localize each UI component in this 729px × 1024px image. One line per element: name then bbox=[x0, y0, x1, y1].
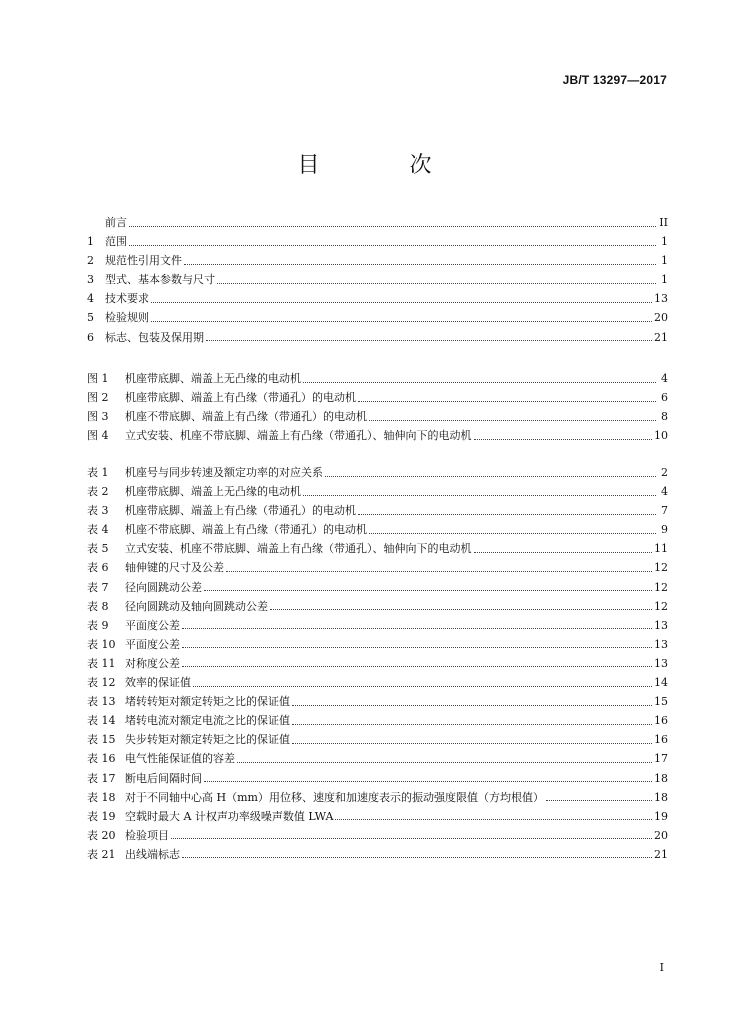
toc-table-entry[interactable] bbox=[87, 654, 668, 673]
toc-entry-page: 4 bbox=[661, 485, 668, 499]
dot-leader bbox=[184, 256, 656, 266]
toc-entry-title: 机座不带底脚、端盖上有凸缘（带通孔）的电动机 bbox=[125, 410, 367, 424]
toc-entry-title: 机座带底脚、端盖上有凸缘（带通孔）的电动机 bbox=[125, 391, 356, 405]
toc-entry-page: 11 bbox=[654, 542, 668, 556]
toc-section-entry[interactable] bbox=[87, 328, 668, 347]
toc-figure-entry[interactable] bbox=[87, 407, 668, 426]
toc-entry-number: 2 bbox=[87, 254, 94, 268]
toc-entry-page: 1 bbox=[661, 254, 668, 268]
dot-leader bbox=[474, 431, 653, 441]
toc-entry-title: 空载时最大 A 计权声功率级噪声数值 LWA bbox=[125, 809, 334, 823]
toc-entry-page: II bbox=[659, 216, 668, 229]
toc-entry-page: 2 bbox=[661, 466, 668, 479]
toc-entry-page: 20 bbox=[654, 828, 668, 842]
dot-leader bbox=[206, 332, 652, 342]
toc-entry-title: 电气性能保证值的容差 bbox=[125, 752, 235, 766]
toc-table-entry[interactable] bbox=[87, 845, 668, 864]
toc-entry-page: 9 bbox=[661, 523, 668, 537]
toc-entry-title: 径向圆跳动及轴向圆跳动公差 bbox=[125, 599, 268, 613]
dot-leader bbox=[182, 620, 652, 630]
toc-entry-title: 范围 bbox=[105, 235, 127, 249]
toc-table-entry[interactable] bbox=[87, 501, 668, 520]
toc-table-entry[interactable] bbox=[87, 807, 668, 826]
toc-entry-page: 18 bbox=[654, 790, 668, 804]
dot-leader bbox=[292, 716, 652, 726]
toc-entry-number: 图 1 bbox=[87, 372, 109, 385]
toc-table-entry[interactable] bbox=[87, 597, 668, 616]
toc-entry-number: 1 bbox=[87, 235, 94, 249]
dot-leader bbox=[226, 563, 652, 573]
toc-entry-page: 15 bbox=[654, 695, 668, 709]
toc-section-entry[interactable] bbox=[87, 308, 668, 327]
toc-entry-page: 13 bbox=[654, 618, 668, 632]
toc-figure-entry[interactable] bbox=[87, 388, 668, 407]
toc-entry-page: 1 bbox=[661, 235, 668, 249]
toc-table-entry[interactable] bbox=[87, 578, 668, 597]
dot-leader bbox=[335, 811, 652, 821]
toc-entry-number: 表 16 bbox=[87, 752, 116, 766]
dot-leader bbox=[358, 393, 656, 403]
dot-leader bbox=[546, 792, 652, 802]
toc-table-entry[interactable] bbox=[87, 692, 668, 711]
toc-entry-page: 16 bbox=[654, 714, 668, 728]
toc-entry-page: 12 bbox=[654, 580, 668, 594]
toc-table-entry[interactable] bbox=[87, 673, 668, 692]
dot-leader bbox=[325, 468, 656, 478]
toc-section-entry[interactable] bbox=[87, 213, 668, 232]
dot-leader bbox=[270, 601, 652, 611]
toc-entry-number: 表 13 bbox=[87, 695, 116, 709]
toc-entry-number: 表 3 bbox=[87, 504, 109, 518]
dot-leader bbox=[182, 658, 652, 668]
toc-entry-page: 4 bbox=[661, 372, 668, 385]
toc-entry-title: 轴伸键的尺寸及公差 bbox=[125, 561, 224, 575]
toc-entry-title: 效率的保证值 bbox=[125, 676, 191, 690]
toc-entry-title: 检验项目 bbox=[125, 828, 169, 842]
toc-entry-title: 立式安装、机座不带底脚、端盖上有凸缘（带通孔）、轴伸向下的电动机 bbox=[125, 429, 472, 443]
dot-leader bbox=[217, 275, 656, 285]
toc-entry-number: 表 7 bbox=[87, 580, 109, 594]
toc-table-entry[interactable] bbox=[87, 788, 668, 807]
toc-entry-number: 表 1 bbox=[87, 466, 109, 479]
toc-entry-number: 表 8 bbox=[87, 599, 109, 613]
dot-leader bbox=[369, 412, 656, 422]
toc-figure-entry[interactable] bbox=[87, 426, 668, 445]
toc-entry-page: 17 bbox=[654, 752, 668, 766]
toc-figures bbox=[87, 369, 668, 445]
toc-entry-number: 5 bbox=[87, 311, 94, 325]
toc-entry-number: 图 4 bbox=[87, 429, 109, 443]
toc-entry-title: 平面度公差 bbox=[125, 618, 180, 632]
dot-leader bbox=[193, 678, 652, 688]
toc-entry-number: 表 9 bbox=[87, 618, 109, 632]
dot-leader bbox=[474, 544, 653, 554]
toc-section-entry[interactable] bbox=[87, 251, 668, 270]
page-number: I bbox=[659, 961, 664, 974]
dot-leader bbox=[204, 773, 652, 783]
toc-table-entry[interactable] bbox=[87, 463, 668, 482]
dot-leader bbox=[303, 487, 656, 497]
toc-entry-number: 表 19 bbox=[87, 809, 116, 823]
toc-entry-title: 技术要求 bbox=[105, 292, 149, 306]
toc-entry-page: 19 bbox=[654, 809, 668, 823]
toc-entry-number: 表 11 bbox=[87, 656, 116, 670]
toc-entry-page: 13 bbox=[654, 637, 668, 651]
toc-entry-title: 机座号与同步转速及额定功率的对应关系 bbox=[125, 466, 323, 479]
toc-entry-page: 16 bbox=[654, 733, 668, 747]
toc-table-entry[interactable] bbox=[87, 769, 668, 788]
toc-entry-title: 失步转矩对额定转矩之比的保证值 bbox=[125, 733, 290, 747]
toc-entry-title: 断电后间隔时间 bbox=[125, 771, 202, 785]
toc-entry-title: 规范性引用文件 bbox=[105, 254, 182, 268]
toc-entry-number: 表 6 bbox=[87, 561, 109, 575]
toc-entry-page: 12 bbox=[654, 599, 668, 613]
toc-entry-title: 对于不同轴中心高 H（mm）用位移、速度和加速度表示的振动强度限值（方均根值） bbox=[125, 790, 544, 804]
toc-entry-number: 表 14 bbox=[87, 714, 116, 728]
toc-entry-title: 机座带底脚、端盖上无凸缘的电动机 bbox=[125, 372, 301, 385]
toc-table-entry[interactable] bbox=[87, 711, 668, 730]
toc-entry-title: 标志、包装及保用期 bbox=[105, 330, 204, 344]
page-title: 目 次 bbox=[297, 153, 466, 178]
toc-entry-page: 6 bbox=[661, 391, 668, 405]
dot-leader bbox=[369, 525, 656, 535]
toc-entry-title: 堵转转矩对额定转矩之比的保证值 bbox=[125, 695, 290, 709]
toc-entry-title: 径向圆跳动公差 bbox=[125, 580, 202, 594]
toc-table-entry[interactable] bbox=[87, 482, 668, 501]
toc-entry-page: 10 bbox=[654, 429, 668, 443]
dot-leader bbox=[292, 697, 652, 707]
toc-entry-title: 检验规则 bbox=[105, 311, 149, 325]
toc-entry-title: 型式、基本参数与尺寸 bbox=[105, 273, 215, 287]
toc-section-entry[interactable] bbox=[87, 289, 668, 308]
dot-leader bbox=[171, 830, 652, 840]
toc-table-entry[interactable] bbox=[87, 539, 668, 558]
dot-leader bbox=[182, 639, 652, 649]
toc-entry-page: 13 bbox=[654, 656, 668, 670]
toc-entry-title: 机座带底脚、端盖上无凸缘的电动机 bbox=[125, 485, 301, 499]
toc-entry-page: 8 bbox=[661, 410, 668, 424]
dot-leader bbox=[237, 754, 652, 764]
toc-entry-title: 机座不带底脚、端盖上有凸缘（带通孔）的电动机 bbox=[125, 523, 367, 537]
toc-entry-title: 出线端标志 bbox=[125, 847, 180, 861]
toc-table-entry[interactable] bbox=[87, 749, 668, 768]
toc-entry-page: 13 bbox=[654, 292, 668, 306]
dot-leader bbox=[129, 218, 656, 228]
toc-entry-page: 1 bbox=[661, 273, 668, 287]
toc-table-entry[interactable] bbox=[87, 520, 668, 539]
toc-entry-number: 表 17 bbox=[87, 771, 116, 785]
toc-figure-entry[interactable] bbox=[87, 369, 668, 388]
dot-leader bbox=[358, 506, 656, 516]
toc-table-entry[interactable] bbox=[87, 730, 668, 749]
toc-entry-number: 6 bbox=[87, 330, 94, 344]
toc-entry-page: 7 bbox=[661, 504, 668, 518]
toc-entry-page: 21 bbox=[654, 330, 668, 344]
toc-table-entry[interactable] bbox=[87, 635, 668, 654]
toc-table-entry[interactable] bbox=[87, 616, 668, 635]
dot-leader bbox=[151, 313, 652, 323]
dot-leader bbox=[204, 582, 652, 592]
toc-entry-number: 图 3 bbox=[87, 410, 109, 424]
toc-entry-page: 21 bbox=[654, 847, 668, 861]
toc-entry-title: 机座带底脚、端盖上有凸缘（带通孔）的电动机 bbox=[125, 504, 356, 518]
toc-entry-number: 图 2 bbox=[87, 391, 109, 405]
toc-tables bbox=[87, 463, 668, 864]
toc-entry-title: 对称度公差 bbox=[125, 656, 180, 670]
toc-entry-title: 堵转电流对额定电流之比的保证值 bbox=[125, 714, 290, 728]
toc-entry-title: 立式安装、机座不带底脚、端盖上有凸缘（带通孔）、轴伸向下的电动机 bbox=[125, 542, 472, 556]
toc-sections bbox=[87, 213, 668, 347]
toc-entry-number: 表 2 bbox=[87, 485, 109, 499]
toc-entry-page: 18 bbox=[654, 771, 668, 785]
dot-leader bbox=[182, 849, 652, 859]
toc-entry-number: 表 18 bbox=[87, 790, 116, 804]
toc-entry-page: 12 bbox=[654, 561, 668, 575]
toc-entry-number: 表 21 bbox=[87, 847, 116, 861]
dot-leader bbox=[292, 735, 652, 745]
toc-entry-number: 表 5 bbox=[87, 542, 109, 556]
dot-leader bbox=[303, 374, 656, 384]
toc-entry-title: 平面度公差 bbox=[125, 637, 180, 651]
toc-entry-page: 14 bbox=[654, 676, 668, 690]
toc-entry-title: 前言 bbox=[105, 216, 127, 229]
toc-entry-number: 表 12 bbox=[87, 676, 116, 690]
toc-entry-number: 3 bbox=[87, 273, 94, 287]
toc-section-entry[interactable] bbox=[87, 232, 668, 251]
toc-entry-number: 4 bbox=[87, 292, 94, 306]
toc-entry-number: 表 15 bbox=[87, 733, 116, 747]
dot-leader bbox=[151, 294, 652, 304]
toc-entry-page: 20 bbox=[654, 311, 668, 325]
toc-entry-number: 表 4 bbox=[87, 523, 109, 537]
standard-number: JB/T 13297—2017 bbox=[562, 73, 667, 87]
toc-entry-number: 表 10 bbox=[87, 637, 116, 651]
toc-entry-number: 表 20 bbox=[87, 828, 116, 842]
toc-table-entry[interactable] bbox=[87, 558, 668, 577]
toc-section-entry[interactable] bbox=[87, 270, 668, 289]
toc-table-entry[interactable] bbox=[87, 826, 668, 845]
dot-leader bbox=[129, 237, 656, 247]
